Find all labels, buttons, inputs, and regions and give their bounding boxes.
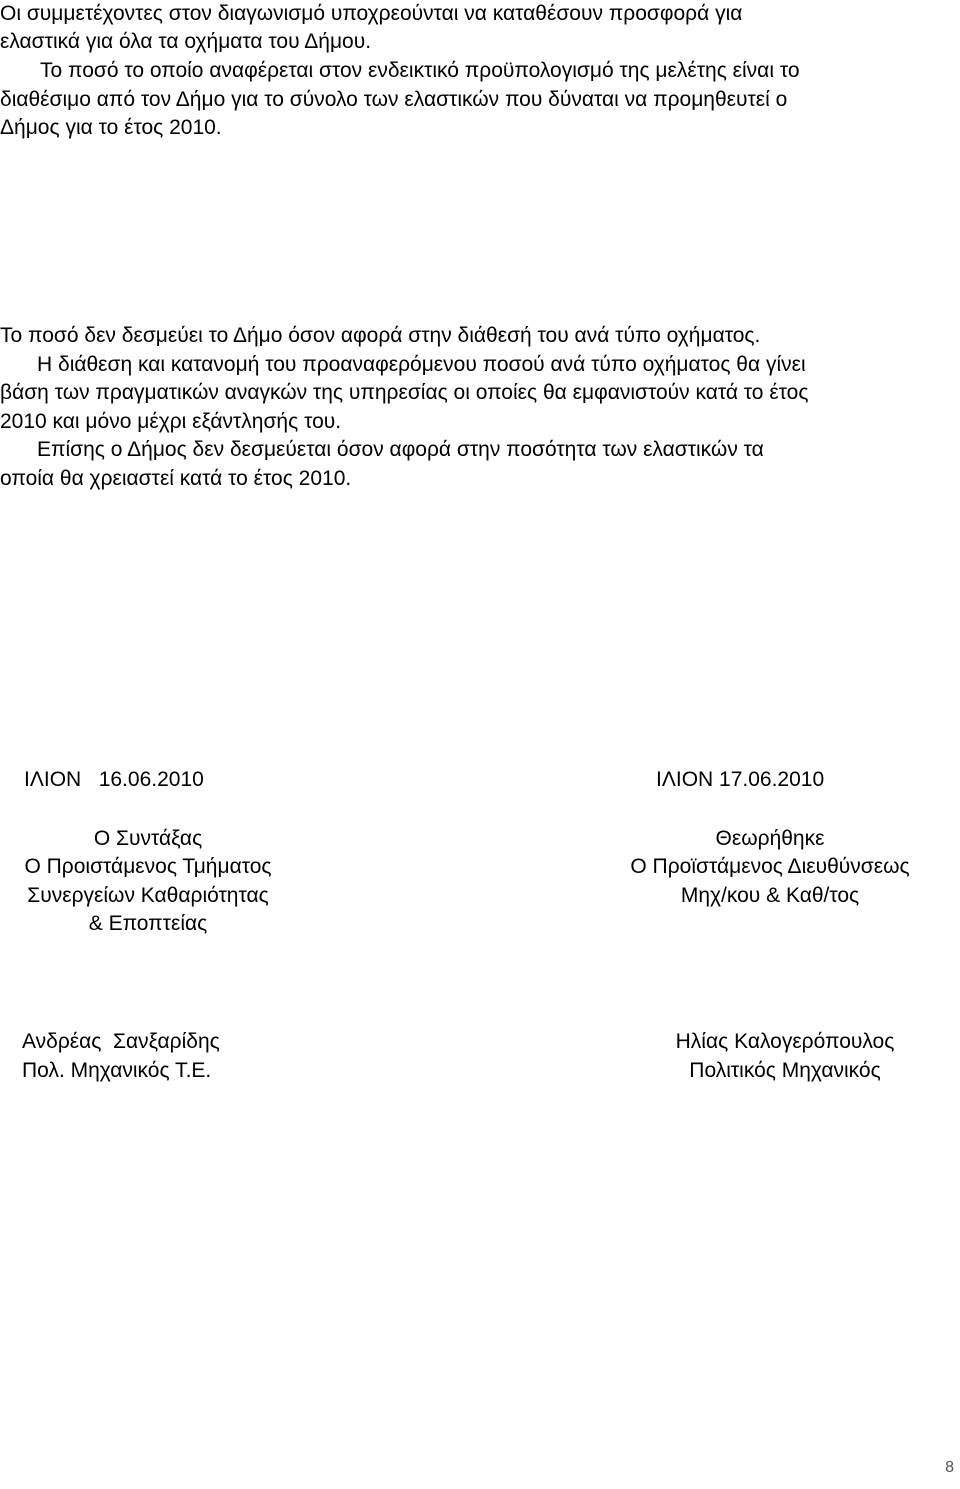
body-line-5: Επίσης ο Δήμος δεν δεσμεύεται όσον αφορά στην ποσότητα των ελαστικών τα — [37, 438, 764, 461]
body-line-4: 2010 και μόνο μέχρι εξάντλησής του. — [0, 410, 342, 433]
body-line-2: Η διάθεση και κατανομή του προαναφερόμενου ποσού ανά τύπο οχήματος θα γίνει — [37, 353, 806, 376]
left-role-line-2: Ο Προιστάμενος Τμήματος — [24, 855, 272, 878]
left-role-line-4: & Εποπτείας — [88, 912, 208, 935]
right-role-line-1: Θεωρήθηκε — [715, 827, 825, 850]
right-signatory-name: Ηλίας Καλογερόπουλος — [675, 1030, 895, 1053]
body-line-6: οποία θα χρειαστεί κατά το έτος 2010. — [0, 467, 352, 490]
left-role-line-3: Συνεργείων Καθαριότητας — [27, 884, 269, 907]
body-line-1: Το ποσό δεν δεσμεύει το Δήμο όσον αφορά στην διάθεσή του ανά τύπο οχήματος. — [0, 324, 761, 347]
intro-line-1: Οι συμμετέχοντες στον διαγωνισμό υποχρεούνται να καταθέσουν προσφορά για — [0, 2, 743, 25]
left-signatory-name: Ανδρέας Σανξαρίδης — [22, 1030, 220, 1053]
right-place-date: ΙΛΙΟΝ 17.06.2010 — [656, 768, 825, 791]
intro-line-5: Δήμος για το έτος 2010. — [0, 116, 222, 139]
left-signatory-title: Πολ. Μηχανικός Τ.Ε. — [22, 1059, 212, 1082]
page-number: 8 — [945, 1459, 954, 1476]
left-place-date: ΙΛΙΟΝ 16.06.2010 — [24, 768, 204, 791]
right-role-line-3: Μηχ/κου & Καθ/τος — [680, 884, 860, 907]
intro-line-2: ελαστικά για όλα τα οχήματα του Δήμου. — [0, 30, 372, 53]
right-signatory-title: Πολιτικός Μηχανικός — [689, 1059, 881, 1082]
right-role-line-2: Ο Προϊστάμενος Διευθύνσεως — [630, 855, 910, 878]
body-line-3: βάση των πραγματικών αναγκών της υπηρεσίας οι οποίες θα εμφανιστούν κατά το έτος — [0, 381, 809, 404]
left-role-line-1: Ο Συντάξας — [93, 827, 203, 850]
intro-line-3: Το ποσό το οποίο αναφέρεται στον ενδεικτικό προϋπολογισμό της μελέτης είναι το — [40, 59, 800, 82]
intro-line-4: διαθέσιμο από τον Δήμο για το σύνολο των ελαστικών που δύναται να προμηθευτεί ο — [0, 88, 788, 111]
